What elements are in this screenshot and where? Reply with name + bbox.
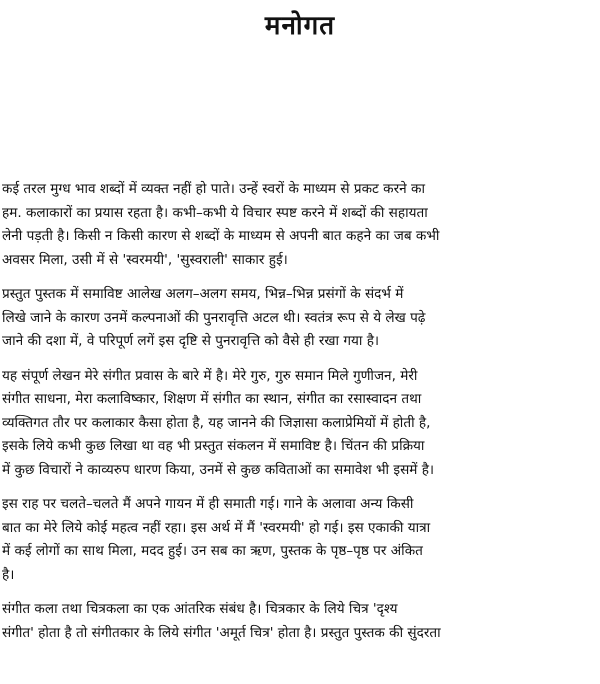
- text-line: कई तरल मुग्ध भाव शब्दों में व्यक्त नहीं हो पाते। उन्हें स्वरों के माध्यम से प्रकट करने का: [2, 181, 426, 197]
- body-text: [2, 178, 598, 656]
- text-line: संगीत साधना, मेरा कलाविष्कार, शिक्षण में संगीत का स्थान, संगीत का रसास्वादन तथा: [2, 391, 422, 407]
- text-line: संगीत कला तथा चित्रकला का एक आंतरिक संबंध है। चित्रकार के लिये चित्र 'दृश्य: [2, 601, 398, 617]
- paragraph-4: [2, 493, 598, 587]
- text-line: व्यक्तिगत तौर पर कलाकार कैसा होता है, यह जानने की जिज्ञासा कलाप्रेमियों में होती है,: [2, 414, 431, 431]
- text-line: संगीत' होता है तो संगीतकार के लिये संगीत 'अमूर्त चित्र' होता है। प्रस्तुत पुस्तक की सुंदरता: [2, 624, 441, 641]
- paragraph-2: [2, 283, 598, 354]
- text-line: बात का मेरे लिये कोई महत्व नहीं रहा। इस अर्थ में मैं 'स्वरमयी' हो गई। इस एकाकी यात्रा: [2, 519, 431, 536]
- text-line: जाने की दशा में, वे परिपूर्ण लगें इस दृष्टि से पुनरावृत्ति को वैसे ही रखा गया है।: [2, 333, 380, 349]
- paragraph-5: [2, 598, 598, 645]
- text-line: में कुछ विचारों ने काव्यरुप धारण किया, उनमें से कुछ कविताओं का समावेश भी इसमें है।: [2, 461, 435, 478]
- text-line: इसके लिये कभी कुछ लिखा था वह भी प्रस्तुत संकलन में समाविष्ट है। चिंतन की प्रक्रिया: [2, 438, 425, 454]
- text-line: प्रस्तुत पुस्तक में समाविष्ट आलेख अलग–अलग समय, भिन्न–भिन्न प्रसंगों के संदर्भ में: [2, 286, 404, 302]
- text-line: लेनी पड़ती है। किसी न किसी कारण से शब्दों के माध्यम से अपनी बात कहने का जब कभी: [2, 228, 440, 244]
- text-line: इस राह पर चलते–चलते मैं अपने गायन में ही समाती गई। गाने के अलावा अन्य किसी: [2, 496, 414, 512]
- paragraph-3: [2, 365, 598, 483]
- text-line: है।: [2, 566, 15, 583]
- text-line: लिखे जाने के कारण उनमें कल्पनाओं की पुनरावृत्ति अटल थी। स्वतंत्र रूप से ये लेख पढ़े: [2, 309, 426, 326]
- text-line: यह संपूर्ण लेखन मेरे संगीत प्रवास के बारे में है। मेरे गुरु, गुरु समान मिले गुणीजन, मेरी: [2, 367, 418, 384]
- page-title: मनोगत: [264, 11, 336, 41]
- text-line: अवसर मिला, उसी में से 'स्वरमयी', 'सुस्वराली' साकार हुई।: [2, 251, 288, 268]
- text-line: हम. कलाकारों का प्रयास रहता है। कभी–कभी ये विचार स्पष्ट करने में शब्दों की सहायता: [2, 204, 428, 221]
- text-line: में कई लोगों का साथ मिला, मदद हुई। उन सब का ऋण, पुस्तक के पृष्ठ–पृष्ठ पर अंकित: [2, 543, 423, 559]
- paragraph-1: [2, 178, 598, 272]
